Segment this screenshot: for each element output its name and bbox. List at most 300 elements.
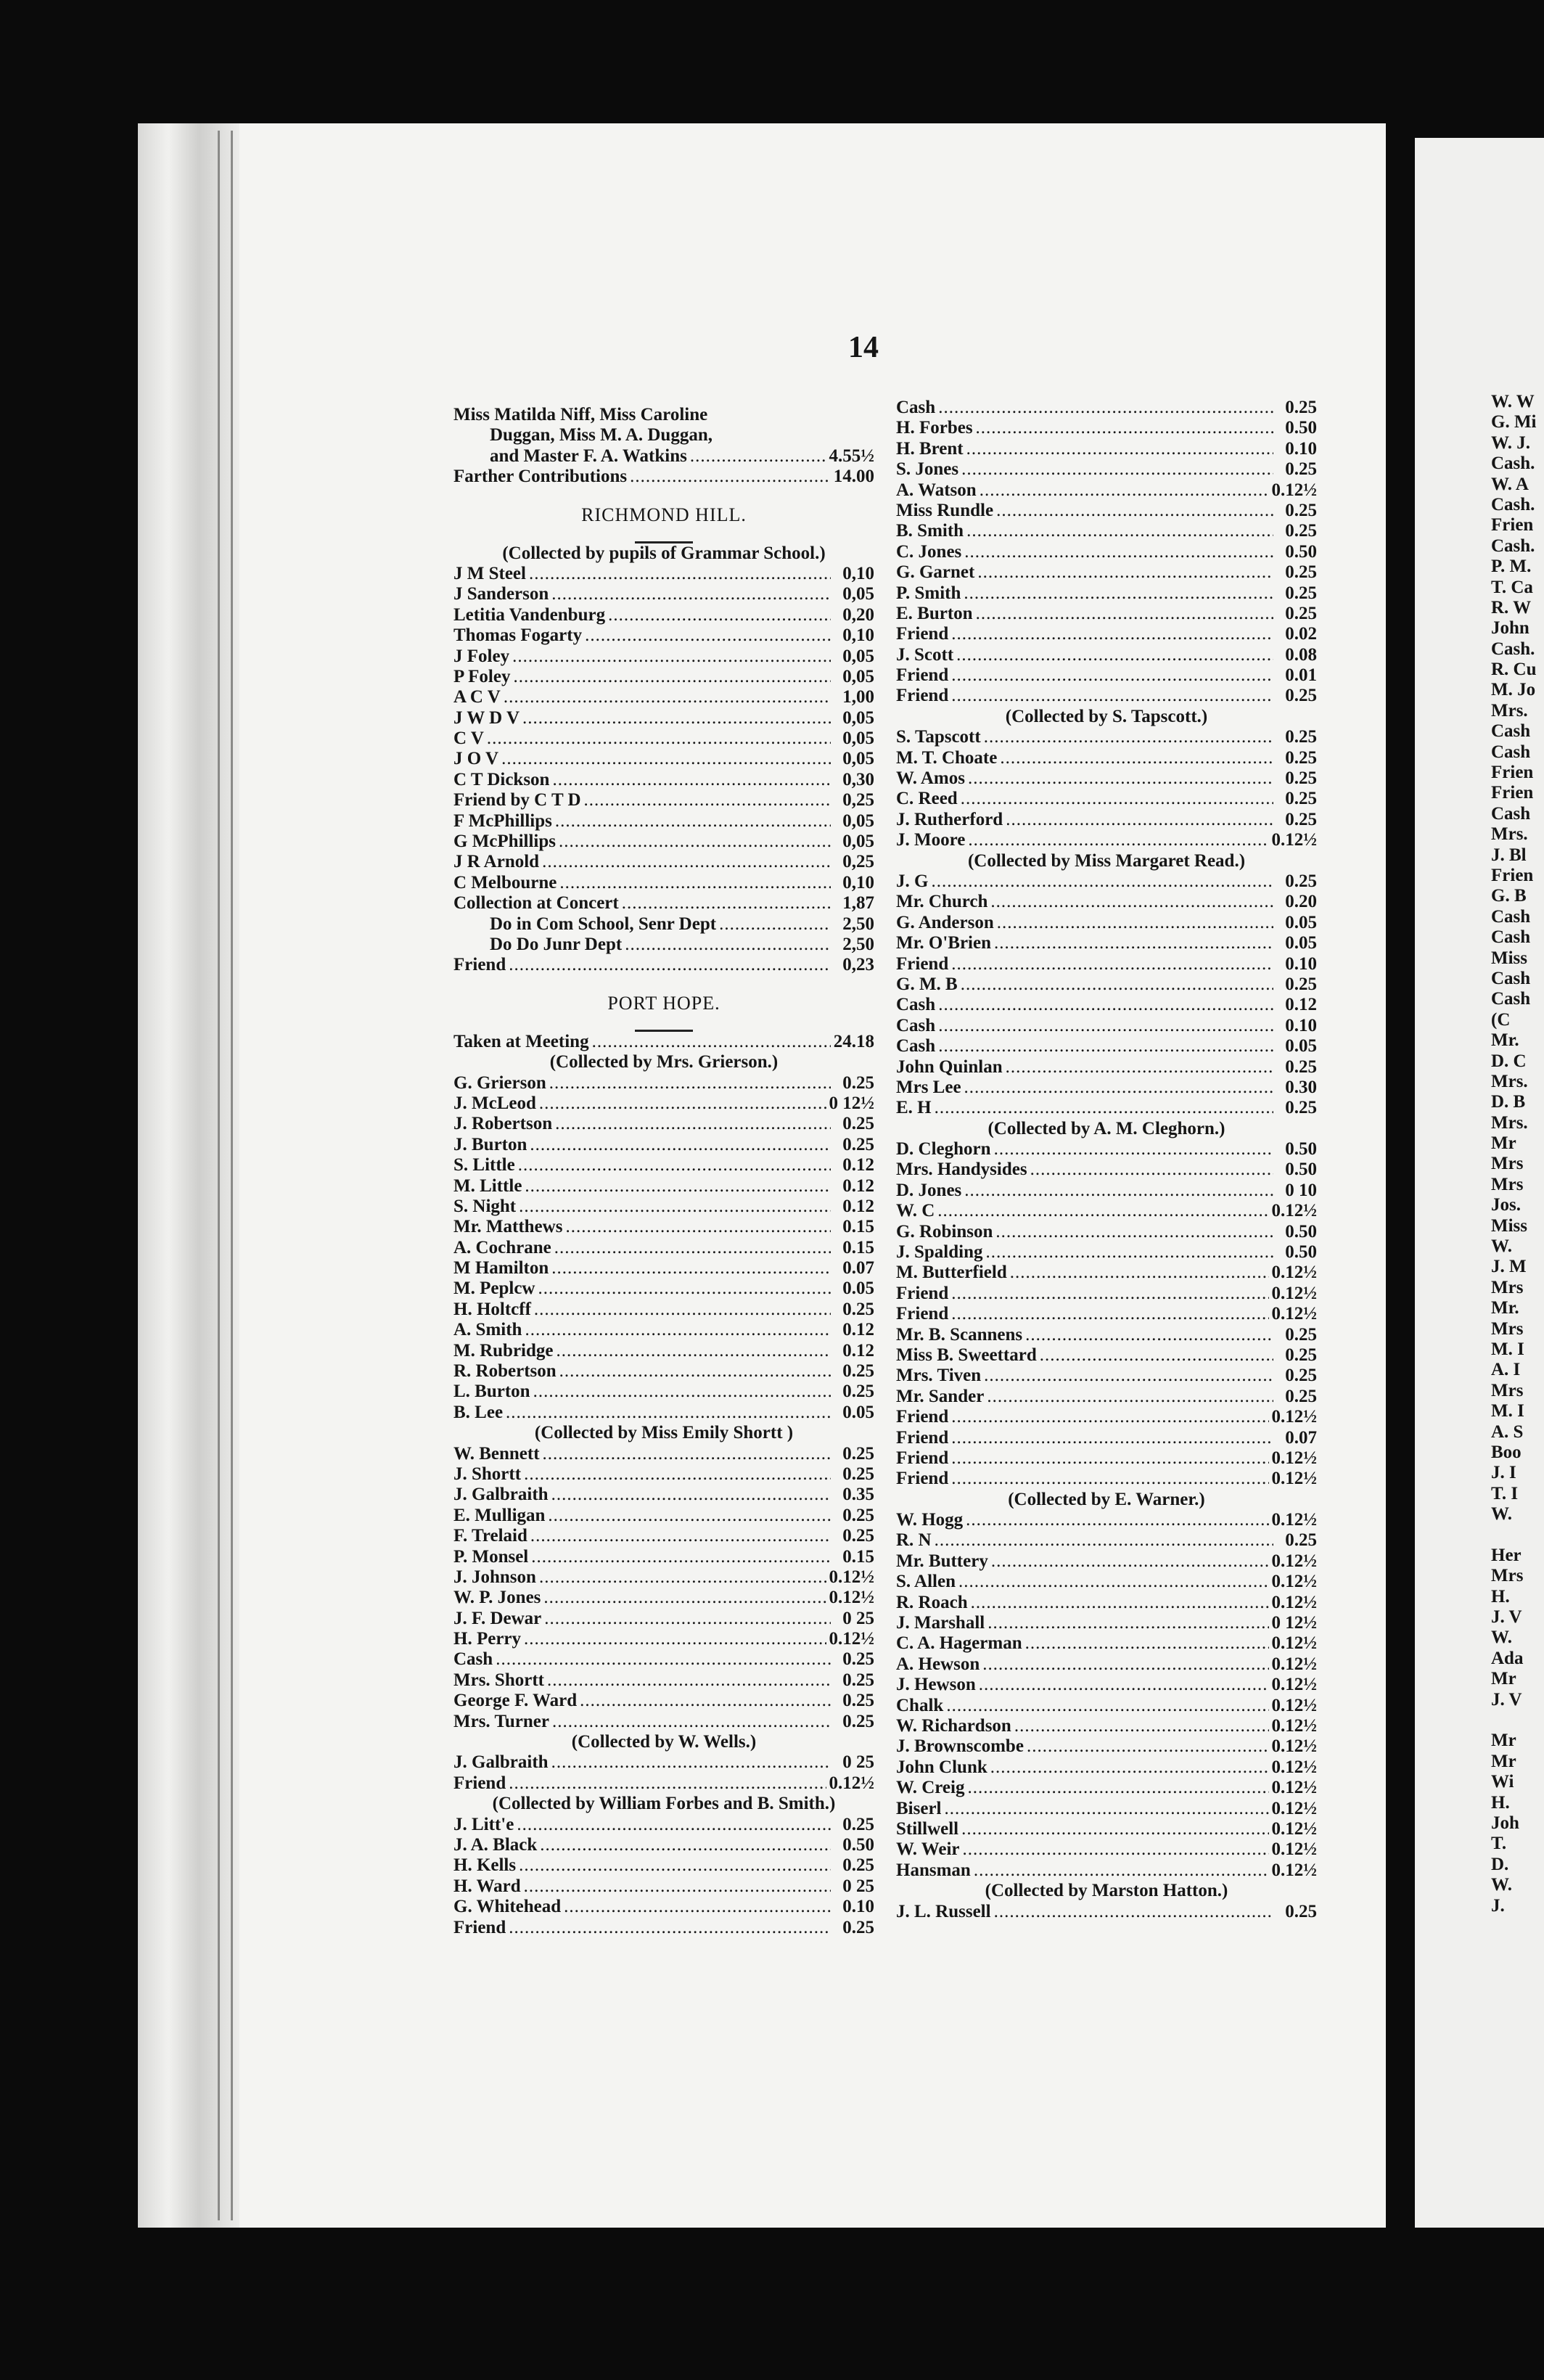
list-item (453, 1238, 874, 1258)
leader-dots (963, 1839, 1269, 1860)
leader-dots (544, 1609, 831, 1629)
entry-name: J. McLeod (453, 1093, 536, 1113)
entry-name: S. Jones (896, 459, 959, 480)
leader-dots (1025, 1633, 1269, 1654)
leader-dots (533, 1382, 831, 1402)
entry-amount: 0.12½ (1271, 1839, 1317, 1860)
list-item (453, 647, 874, 667)
leader-dots (690, 446, 826, 467)
entry-amount: 0.25 (842, 1443, 874, 1464)
list-item (453, 405, 874, 425)
leader-dots (504, 687, 831, 707)
facing-page-line: D. B (1491, 1092, 1526, 1112)
list-item (453, 1361, 874, 1382)
collector-heading: (Collected by Marston Hatton.) (985, 1881, 1228, 1901)
entry-name: D. Cleghorn (896, 1139, 991, 1160)
leader-dots (554, 1238, 831, 1258)
list-item (453, 729, 874, 749)
leader-dots (719, 914, 831, 935)
entry-name: L. Burton (453, 1382, 530, 1402)
entry-amount: 0.07 (842, 1258, 874, 1279)
leader-dots (982, 1654, 1268, 1675)
list-item (896, 789, 1317, 809)
facing-page-line: R. Cu (1491, 660, 1537, 680)
entry-name: M. T. Choate (896, 747, 998, 768)
leader-dots (951, 1448, 1268, 1469)
entry-name: G McPhillips (453, 832, 556, 852)
leader-dots (979, 1675, 1269, 1695)
list-item (896, 459, 1317, 480)
entry-name: A. Hewson (896, 1654, 980, 1674)
facing-page-line: Mrs (1491, 1380, 1524, 1400)
list-item (896, 665, 1317, 686)
collector-heading: (Collected by S. Tapscott.) (1005, 706, 1208, 726)
entry-name: M. Rubridge (453, 1340, 554, 1361)
entry-amount: 0 25 (842, 1608, 874, 1628)
leader-dots (564, 1897, 831, 1917)
entry-name: F McPhillips (453, 811, 552, 831)
grierson-list (453, 1073, 874, 1424)
entry-name: C. A. Hagerman (896, 1633, 1022, 1654)
list-item (896, 810, 1317, 830)
facing-page-line: J. (1491, 1895, 1505, 1916)
entry-amount: 0.25 (842, 1114, 874, 1134)
entry-name: Friend (896, 1283, 949, 1303)
leader-dots (980, 480, 1269, 501)
facing-page-line: M. I (1491, 1339, 1524, 1359)
entry-amount: 0,10 (842, 563, 874, 583)
entry-amount: 2,50 (842, 914, 874, 934)
leader-dots (994, 1139, 1273, 1160)
tapscott-list (896, 727, 1317, 850)
list-item (896, 1530, 1317, 1551)
entry-name: E. Mulligan (453, 1505, 546, 1525)
facing-page-line: Mrs. (1491, 1071, 1528, 1091)
list-item (453, 1464, 874, 1485)
list-item (896, 892, 1317, 912)
leader-dots (974, 1860, 1269, 1881)
entry-amount: 0.25 (1285, 398, 1317, 417)
leader-dots (487, 729, 831, 749)
entry-name: W. C (896, 1201, 935, 1221)
facing-page-line: Jos. (1491, 1195, 1521, 1215)
list-item (896, 1902, 1317, 1922)
leader-dots (984, 727, 1273, 747)
entry-amount: 0.07 (1285, 1427, 1317, 1448)
entry-name: Cash (896, 398, 936, 417)
entry-amount: 0,20 (842, 604, 874, 625)
entry-amount: 0.10 (1285, 1015, 1317, 1035)
entry-amount: 0.12½ (1271, 1633, 1317, 1654)
entry-name: Do in Com School, Senr Dept (490, 914, 717, 934)
list-item (896, 995, 1317, 1015)
collector-heading: (Collected by Miss Emily Shortt ) (534, 1423, 794, 1443)
entry-amount: 0.10 (842, 1897, 874, 1917)
facing-page-line: Ada (1491, 1648, 1524, 1668)
leader-dots (608, 605, 831, 625)
leader-dots (951, 1428, 1273, 1448)
list-item (896, 1201, 1317, 1221)
leader-dots (509, 1918, 831, 1938)
page-number: 14 (848, 331, 879, 364)
entry-amount: 0.25 (1285, 747, 1317, 768)
list-item (896, 439, 1317, 459)
facing-page-line: Her (1491, 1545, 1522, 1565)
entry-amount: 0.12½ (1271, 1469, 1317, 1489)
leader-dots (938, 1036, 1273, 1056)
list-item (896, 645, 1317, 665)
entry-name: Friend (896, 953, 949, 974)
facing-page-line: J. V (1491, 1689, 1522, 1710)
leader-dots (501, 749, 831, 769)
list-item (453, 1712, 874, 1732)
facing-page-line: Mr (1491, 1731, 1516, 1751)
book-binding (138, 123, 239, 2228)
facing-page-line: Mrs (1491, 1318, 1524, 1339)
list-item (896, 1736, 1317, 1757)
entry-amount: 0.12½ (1271, 1654, 1317, 1674)
leader-dots (519, 1855, 831, 1876)
list-item (896, 1263, 1317, 1283)
leader-dots (549, 1073, 831, 1093)
leader-dots (530, 1135, 831, 1155)
entry-amount: 0.10 (1285, 438, 1317, 459)
section-heading-richmond-hill: RICHMOND HILL. (581, 504, 747, 525)
entry-amount: 0,10 (842, 625, 874, 646)
entry-amount: 24.18 (833, 1031, 874, 1051)
entry-amount: 0.12½ (829, 1629, 874, 1649)
entry-amount: 0.12½ (1271, 1798, 1317, 1818)
entry-name: Friend (896, 686, 949, 706)
leader-dots (559, 1361, 831, 1382)
facing-page-line: Mr (1491, 1133, 1516, 1154)
list-item (453, 1547, 874, 1567)
list-item (896, 768, 1317, 789)
leader-dots (961, 789, 1273, 809)
list-item (453, 1670, 874, 1691)
list-item (453, 1588, 874, 1608)
entry-amount: 0.25 (1285, 500, 1317, 520)
leader-dots (547, 1670, 831, 1691)
entry-name: G. Garnet (896, 562, 975, 583)
entry-name: A C V (453, 687, 501, 707)
list-item (896, 1160, 1317, 1180)
list-item (453, 1444, 874, 1464)
entry-name: Cash (896, 995, 936, 1015)
facing-page-line: Frien (1491, 763, 1534, 783)
entry-amount: 0.25 (842, 1382, 874, 1402)
entry-amount: 0.05 (1285, 933, 1317, 953)
entry-amount: 0.12 (842, 1340, 874, 1361)
list-item (453, 852, 874, 872)
facing-page-line: Cash (1491, 742, 1531, 762)
leader-dots (997, 913, 1273, 933)
leader-dots (951, 1284, 1268, 1304)
entry-name: Collection at Concert (453, 893, 619, 914)
entry-name: M. Little (453, 1175, 522, 1196)
facing-page-line: Mrs. (1491, 824, 1528, 845)
leader-dots (509, 955, 831, 975)
entry-amount: 0.12½ (1271, 1757, 1317, 1777)
entry-amount: 0.25 (842, 1361, 874, 1382)
entry-name: John Clunk (896, 1757, 987, 1777)
list-item (453, 1897, 874, 1917)
entry-amount: 0.25 (1285, 603, 1317, 623)
entry-name: Mr. Sander (896, 1386, 985, 1406)
leader-dots (966, 439, 1273, 459)
entry-name: J R Arnold (453, 852, 540, 872)
entry-amount: 0.25 (1285, 809, 1317, 829)
entry-amount: 0.25 (1285, 1901, 1317, 1921)
list-item (896, 1181, 1317, 1201)
facing-page-line: Frien (1491, 783, 1534, 803)
leader-dots (976, 418, 1273, 438)
list-item (896, 1572, 1317, 1592)
read-list (896, 871, 1317, 1119)
entry-amount: 0.12½ (1271, 1263, 1317, 1283)
entry-name: Biserl (896, 1798, 942, 1818)
entry-amount: 0.25 (842, 1134, 874, 1154)
entry-name: G. Robinson (896, 1221, 993, 1242)
leader-dots (951, 1304, 1268, 1324)
entry-name: C. Reed (896, 789, 958, 809)
facing-page-line: D. C (1491, 1051, 1527, 1071)
list-item (896, 398, 1317, 418)
entry-name: Friend (453, 955, 506, 975)
list-item (896, 1551, 1317, 1572)
leader-dots (506, 1403, 831, 1423)
entry-name: Friend (896, 1448, 949, 1468)
entry-name: A. Cochrane (453, 1237, 551, 1257)
entry-amount: 0 10 (1285, 1180, 1317, 1200)
leader-dots (580, 1691, 831, 1711)
entry-amount: 0.12½ (1271, 1304, 1317, 1324)
entry-amount: 0.12½ (1271, 830, 1317, 850)
entry-amount: 0.12½ (1271, 480, 1317, 500)
leader-dots (530, 1526, 831, 1546)
leader-dots (991, 1551, 1269, 1572)
entry-amount: 0 12½ (1271, 1613, 1317, 1633)
entry-amount: 0.12½ (1271, 1201, 1317, 1221)
leader-dots (961, 974, 1273, 995)
entry-name: M. Peplcw (453, 1279, 535, 1299)
entry-name: H. Perry (453, 1629, 522, 1649)
facing-page-line: Mrs (1491, 1566, 1524, 1586)
list-item (453, 708, 874, 729)
list-item (896, 933, 1317, 953)
entry-amount: 0.50 (1285, 1160, 1317, 1180)
entry-name: W. Bennett (453, 1443, 540, 1464)
leader-dots (964, 1078, 1273, 1098)
entry-amount: 0.12 (842, 1175, 874, 1196)
entry-name: J W D V (453, 707, 520, 728)
entry-name: M Hamilton (453, 1258, 549, 1279)
leader-dots (524, 1464, 831, 1485)
entry-amount: 0.25 (1285, 459, 1317, 480)
list-item (453, 1382, 874, 1402)
entry-amount: 0.15 (842, 1217, 874, 1237)
entry-amount: 0.25 (1285, 1530, 1317, 1551)
entry-amount: 0.25 (1285, 1345, 1317, 1365)
leader-dots (938, 398, 1273, 418)
facing-page-line: T. (1491, 1834, 1507, 1854)
list-item (896, 1633, 1317, 1654)
entry-amount: 0.50 (1285, 418, 1317, 438)
facing-page-line: Cash. (1491, 494, 1535, 514)
entry-name: Mrs. Handysides (896, 1160, 1027, 1180)
entry-name: P Foley (453, 666, 511, 686)
list-item (453, 1341, 874, 1361)
entry-amount: 0,30 (842, 769, 874, 789)
entry-name: Cash (453, 1649, 493, 1670)
leader-dots (951, 686, 1273, 706)
list-item (896, 1036, 1317, 1056)
leader-dots (1025, 1325, 1273, 1345)
entry-amount: 0.12 (842, 1196, 874, 1216)
richmond-hill-list (453, 564, 874, 976)
entry-amount: 0.05 (1285, 912, 1317, 932)
leader-dots (565, 1217, 831, 1237)
entry-name: D. Jones (896, 1180, 962, 1200)
leader-dots (956, 645, 1273, 665)
leader-dots (525, 1176, 831, 1197)
facing-page-line: H. (1491, 1792, 1510, 1813)
leader-dots (519, 1197, 831, 1217)
leader-dots (496, 1649, 831, 1670)
entry-amount: 0.12 (1285, 995, 1317, 1015)
entry-name: Cash (896, 1015, 936, 1035)
list-item (896, 501, 1317, 521)
entry-name: J. Hewson (896, 1675, 976, 1695)
list-item (453, 749, 874, 769)
leader-dots (543, 1588, 826, 1608)
intro-section (453, 405, 874, 488)
cleghorn-list (896, 1139, 1317, 1490)
entry-amount: 0.25 (842, 1691, 874, 1711)
leader-dots (522, 708, 831, 729)
entry-name: W. P. Jones (453, 1588, 541, 1608)
list-item (896, 1860, 1317, 1881)
leader-dots (1040, 1345, 1273, 1366)
list-item (453, 1135, 874, 1155)
facing-page-line: Joh (1491, 1813, 1519, 1833)
entry-name: C V (453, 729, 484, 749)
list-item (896, 1510, 1317, 1530)
leader-dots (539, 1567, 826, 1588)
list-item (453, 1526, 874, 1546)
list-item (896, 1098, 1317, 1118)
leader-dots (518, 1155, 831, 1175)
entry-name: A. Watson (896, 480, 977, 500)
list-item (453, 1258, 874, 1279)
entry-amount: 0.20 (1285, 892, 1317, 912)
entry-name: J. Marshall (896, 1613, 985, 1633)
entry-name: Mrs. Tiven (896, 1366, 982, 1386)
entry-name: Friend (453, 1773, 506, 1793)
collector-heading: (Collected by Mrs. Grierson.) (549, 1052, 779, 1072)
entry-amount: 0.25 (842, 1464, 874, 1484)
list-item (453, 1155, 874, 1175)
entry-name: Mr. Church (896, 892, 988, 912)
entry-name: Letitia Vandenburg (453, 604, 606, 625)
entry-amount: 0.12½ (1271, 1592, 1317, 1612)
entry-name: J. Galbraith (453, 1752, 549, 1773)
entry-amount: 0,05 (842, 666, 874, 686)
entry-amount: 0.25 (1285, 768, 1317, 789)
list-item (453, 811, 874, 832)
leader-dots (951, 665, 1273, 686)
facing-page-line: Mr (1491, 1751, 1516, 1771)
list-item (896, 1284, 1317, 1304)
entry-amount: 0.25 (842, 1711, 874, 1731)
entry-name: S. Allen (896, 1572, 956, 1592)
facing-page-line: A. S (1491, 1421, 1524, 1442)
entry-name: J. Rutherford (896, 809, 1003, 829)
list-item (896, 727, 1317, 747)
entry-amount: 1,00 (842, 687, 874, 707)
facing-page-line: Mrs (1491, 1154, 1524, 1174)
leader-dots (977, 562, 1273, 583)
list-item (896, 1469, 1317, 1489)
entry-amount: 0.25 (842, 1299, 874, 1319)
list-item (453, 1752, 874, 1773)
entry-amount: 0.25 (842, 1526, 874, 1546)
entry-amount: 0 12½ (829, 1093, 874, 1113)
list-item (453, 1032, 874, 1052)
list-item (453, 446, 874, 467)
entry-amount: 0.12½ (1271, 1736, 1317, 1757)
entry-amount: 0,05 (842, 646, 874, 666)
leader-dots (931, 871, 1273, 892)
entry-name: A. Smith (453, 1320, 522, 1340)
entry-name: C. Jones (896, 541, 962, 562)
entry-amount: 0,10 (842, 872, 874, 892)
entry-name: Friend (896, 1304, 949, 1324)
list-item (453, 893, 874, 914)
list-item (453, 1691, 874, 1711)
list-item (453, 914, 874, 935)
entry-name: S. Little (453, 1155, 515, 1175)
list-item (896, 418, 1317, 438)
list-item (896, 562, 1317, 583)
entry-amount: 0.12½ (1271, 1860, 1317, 1880)
facing-page-line: M. Jo (1491, 680, 1536, 700)
entry-name: Friend by C T D (453, 790, 581, 811)
entry-name: Duggan, Miss M. A. Duggan, (490, 425, 713, 446)
list-item (453, 832, 874, 852)
entry-amount: 0.35 (842, 1485, 874, 1505)
leader-dots (996, 501, 1273, 521)
facing-page-line: W. W (1491, 392, 1535, 411)
leader-dots (951, 624, 1273, 644)
entry-name: C Melbourne (453, 872, 557, 892)
leader-dots (951, 1407, 1268, 1427)
facing-page-line: D. (1491, 1854, 1509, 1874)
entry-amount: 0.50 (1285, 1242, 1317, 1263)
entry-name: Mrs. Turner (453, 1711, 549, 1731)
list-item (453, 564, 874, 584)
entry-amount: 0.50 (842, 1835, 874, 1855)
list-item (453, 1114, 874, 1134)
entry-name: J. Litt'e (453, 1814, 514, 1834)
leader-dots (937, 1201, 1268, 1221)
leader-dots (552, 770, 831, 790)
entry-name: Cash (896, 1036, 936, 1056)
entry-amount: 0.25 (1285, 1324, 1317, 1345)
entry-amount: 0.12½ (1271, 1283, 1317, 1303)
leader-dots (945, 1799, 1269, 1819)
entry-amount: 0.12½ (1271, 1778, 1317, 1798)
